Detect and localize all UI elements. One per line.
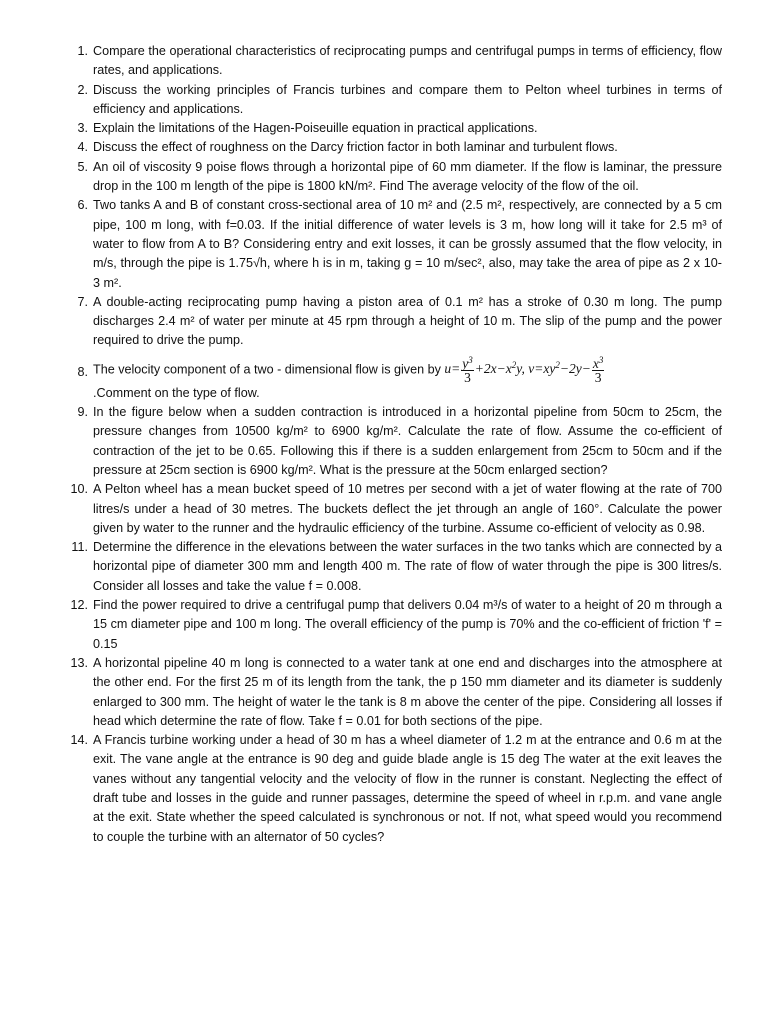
question-list	[66, 42, 722, 847]
question-text: Two tanks A and B of constant cross-sectional area of 10 m² and (2.5 m², respectively, are connected by a 5 cm pipe, 100 m long, with f=0.03. If the initial difference of water levels is 3 m, how long will it take for 2.5 m³ of water to flow from A to B? Considering entry and exit losses, it can be grossly assumed that the flow velocity, in m/s, through the pipe is 1.75√h, where h is in m, taking g = 10 m/sec², also, may take the area of pipe as 2 x 10-3 m².	[93, 198, 722, 290]
question-text: An oil of viscosity 9 poise flows through a horizontal pipe of 60 mm diameter. If the flow is laminar, the pressure drop in the 100 m length of the pipe is 1800 kN/m². Find The average velocity of the flow of the oil.	[93, 159, 722, 194]
question-number: 8.	[77, 364, 88, 379]
question-text: Determine the difference in the elevations between the water surfaces in the two tanks which are connected by a horizontal pipe of diameter 300 mm and length 400 m. The rate of flow of water through the pipe is 300 litres/s. Consider all losses and take the value f = 0.008.	[93, 540, 722, 593]
question-item	[66, 538, 722, 596]
question-number: 7.	[77, 294, 88, 309]
question-item	[66, 119, 722, 138]
question-item	[66, 196, 722, 292]
question-item	[66, 81, 722, 120]
question-sheet	[66, 42, 722, 847]
question-number: 4.	[77, 140, 88, 155]
question-number: 11.	[71, 540, 88, 555]
question-item	[66, 480, 722, 538]
question-number: 14.	[70, 733, 88, 748]
question-comment: .Comment on the type of flow.	[93, 385, 260, 400]
question-text: Discuss the working principles of Francis turbines and compare them to Pelton wheel turbines in terms of efficiency and applications.	[93, 82, 722, 116]
question-number: 10.	[70, 482, 88, 497]
question-number: 3.	[77, 121, 88, 136]
question-item	[66, 351, 722, 403]
question-text: A double-acting reciprocating pump having a piston area of 0.1 m² has a stroke of 0.30 m long. The pump discharges 2.4 m² of water per minute at 45 rpm through a height of 10 m. The slip of the pump and the power required to drive the pump.	[93, 294, 722, 348]
question-text: The velocity component of a two - dimensional flow is given by	[93, 362, 441, 377]
question-item	[66, 42, 722, 81]
question-text: Discuss the effect of roughness on the Darcy friction factor in both laminar and turbulent flows.	[93, 140, 618, 155]
velocity-formula: u= $\frac{y^3}{3}$ $+2x-x^2y$, $v=xy^2-2y-$ $\frac{x^3}{3}$	[444, 354, 604, 385]
question-item	[66, 654, 722, 731]
question-text: In the figure below when a sudden contraction is introduced in a horizontal pipeline from 50cm to 25cm, the pressure changes from 10500 kg/m² to 6900 kg/m². Calculate the rate of flow. Assume the co-efficient of contraction of the jet to be 0.65. Following this if there is a sudden enlargement from 25cm to 50cm and if the pressure at 25cm section is 6900 kg/m². What is the pressure at the 50cm enlarged section?	[93, 405, 722, 477]
question-item	[66, 403, 722, 480]
question-text: Find the power required to drive a centrifugal pump that delivers 0.04 m³/s of water to a height of 20 m through a 15 cm diameter pipe and 100 m long. The overall efficiency of the pump is 70% and the co-efficient of friction 'f' = 0.15	[93, 598, 722, 651]
question-item	[66, 293, 722, 351]
question-text: A Francis turbine working under a head of 30 m has a wheel diameter of 1.2 m at the entrance and 0.6 m at the exit. The vane angle at the entrance is 90 deg and guide blade angle is 15 deg The water at the exit leaves the vanes without any tangential velocity and the velocity of flow in the runner is constant. Neglecting the effect of draft tube and losses in the guide and runner passages, determine the speed of wheel in r.p.m. and vane angle at the exit. State whether the speed calculated is synchronous or not. If not, what speed would you recommend to couple the turbine with an alternator of 50 cycles?	[93, 733, 722, 844]
question-number: 5.	[77, 159, 88, 174]
question-number: 13.	[70, 655, 88, 670]
fraction-y3-over-3: $\frac{y^3}{3}$	[462, 354, 473, 385]
fraction-x3-over-3: $\frac{x^3}{3}$	[592, 354, 604, 385]
question-item	[66, 138, 722, 157]
question-text: A Pelton wheel has a mean bucket speed of 10 metres per second with a jet of water flowing at the rate of 700 litres/s under a head of 30 metres. The buckets deflect the jet through an angle of 160°. Calculate the power given by water to the runner and the hydraulic efficiency of the turbine. Assume co-efficient of velocity as 0.98.	[93, 482, 722, 535]
question-item	[66, 158, 722, 197]
question-text: A horizontal pipeline 40 m long is connected to a water tank at one end and discharges into the atmosphere at the other end. For the first 25 m of its length from the tank, the p 150 mm diameter and its diameter is suddenly enlarged to 300 mm. The height of water le the tank is 8 m above the center of the pipe. Considering all losses if head which determine the rate of flow. Take f = 0.01 for both sections of the pipe.	[93, 655, 722, 728]
question-number: 9.	[77, 405, 88, 420]
question-item	[66, 596, 722, 654]
question-text: Compare the operational characteristics of reciprocating pumps and centrifugal pumps in terms of efficiency, flow rates, and applications.	[93, 44, 722, 78]
question-number: 12.	[70, 598, 88, 613]
question-number: 2.	[77, 82, 88, 97]
question-number: 6.	[77, 198, 88, 213]
question-text: Explain the limitations of the Hagen-Poiseuille equation in practical applications.	[93, 121, 538, 136]
question-item	[66, 731, 722, 847]
question-number: 1.	[77, 44, 88, 58]
